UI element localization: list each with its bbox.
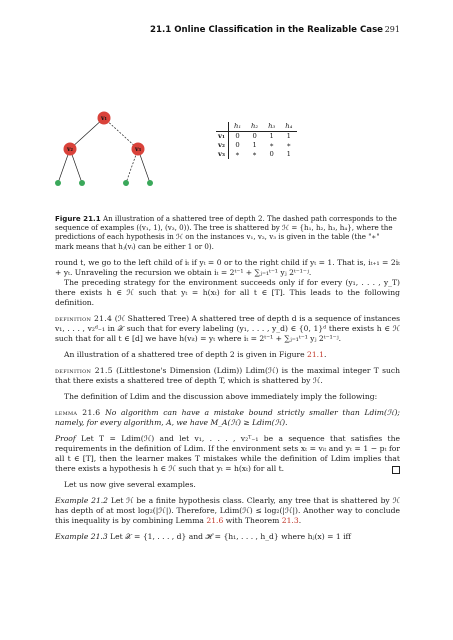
table-row-label: v₃: [216, 150, 228, 159]
table-cell: 0: [252, 132, 257, 141]
table-column-header: h₄: [280, 122, 297, 132]
lemma-reference-link[interactable]: 21.6: [206, 516, 224, 526]
figure-caption-label: Figure 21.1: [55, 214, 101, 223]
table-row-label: v₁: [216, 132, 228, 142]
table-column-header: h₃: [263, 122, 280, 132]
lemma-label: lemma 21.6: [55, 408, 101, 418]
theorem-reference-link[interactable]: 21.3: [281, 516, 299, 526]
body-text: [55, 258, 400, 542]
hypothesis-table: [216, 122, 297, 159]
example-label: Example 21.3: [55, 532, 108, 542]
example-label: Example 21.2: [55, 496, 109, 506]
tree-leaf-1: [55, 180, 61, 186]
tree-node-label-v1: v₁: [100, 115, 108, 123]
paragraph-text: .: [323, 350, 327, 360]
paragraph: round t, we go to the left child of iₜ if yₜ = 0 or to the right child if yₜ = 1. That is, iₜ₊₁ = 2iₜ + yₜ. Unraveling the recursion we obtain iₜ = 2ᵗ⁻¹ + ∑ⱼ₌₁ᵗ⁻¹ yⱼ 2ᵗ⁻¹⁻ʲ.: [55, 258, 400, 278]
table-cell: 0: [235, 132, 240, 141]
table-cell: 1: [252, 141, 257, 150]
example-text: Let 𝒳 = {1, . . . , d} and ℋ = {h₁, . . . , h_d} where hⱼ(x) = 1 iff: [110, 532, 351, 542]
table-corner: [216, 122, 228, 132]
table-column-header: h₂: [246, 122, 263, 132]
example-text: with Theorem: [223, 516, 282, 526]
definition-label: definition 21.5: [55, 366, 113, 376]
table-row: [216, 141, 297, 150]
definition-title: (ℋ Shattered Tree): [114, 314, 190, 324]
figure-caption-text: An illustration of a shattered tree of depth 2. The dashed path corresponds to the sequence of examples ((v₁, 1), (v₃, 0)). The tree is shattered by ℋ = {h₁, h₂, h₃, h₄}, where the predictions of each hypothesis in ℋ on the instances v₁, v₂, v₃ is given in the table (the "∗" mark means that hⱼ(vᵢ) can be either 1 or 0).: [55, 214, 397, 251]
table-row: [216, 132, 297, 142]
table-cell: ∗: [252, 150, 257, 159]
definition-text: Ldim(ℋ) is the maximal integer T such that there exists a shattered tree of depth T, which is shattered by ℋ.: [55, 366, 400, 386]
paragraph: Let us now give several examples.: [64, 480, 196, 490]
tree-edge-v1-v3: [104, 118, 138, 149]
paragraph: The preceding strategy for the environment succeeds only if for every (y₁, . . . , y_T) there exists h ∈ ℋ such that yₜ = h(xₜ) for all t ∈ [T]. This leads to the following definition.: [55, 278, 400, 308]
table-cell: 1: [286, 150, 291, 159]
qed-icon: [392, 466, 400, 474]
page-number: 291: [384, 25, 400, 34]
proof-label: Proof: [55, 434, 76, 444]
example-text: .: [298, 516, 302, 526]
table-cell: ∗: [286, 141, 292, 150]
proof-text: Let T = Ldim(ℋ) and let v₁, . . . , v₂ᵀ₋₁ be a sequence that satisfies the requirements in the definition of Ldim. If the environment sets xₜ = vᵢₜ and yₜ = 1 − pₜ for all t ∈ [T], then the learner makes T mistakes while the definition of Ldim implies that there exists a hypothesis h ∈ ℋ such that yₜ = h(xₜ) for all t.: [55, 434, 400, 474]
table-row: [216, 150, 297, 159]
definition-label: definition 21.4: [55, 314, 113, 324]
paragraph-text: An illustration of a shattered tree of depth 2 is given in Figure: [64, 350, 308, 360]
table-cell: ∗: [235, 150, 240, 159]
tree-leaf-3: [123, 180, 129, 186]
definition-21-4: [55, 314, 400, 344]
tree-leaf-2: [79, 180, 85, 186]
definition-title: (Littlestone's Dimension (Ldim)): [116, 366, 243, 376]
running-header: 21.1 Online Classification in the Realizable Case: [150, 25, 384, 35]
tree-edge-v1-v2: [70, 118, 104, 149]
figure-reference-link[interactable]: 21.1: [307, 350, 324, 360]
paragraph: The definition of Ldim and the discussion above immediately imply the following:: [64, 392, 378, 402]
example-21-3: [55, 532, 400, 542]
table-cell: 0: [235, 141, 240, 150]
table-cell: 1: [286, 132, 291, 141]
proof: [55, 434, 400, 474]
table-cell: 0: [269, 150, 274, 159]
tree-node-label-v2: v₂: [66, 146, 74, 154]
lemma-21-6: [55, 408, 400, 428]
tree-leaf-4: [147, 180, 153, 186]
lemma-text: No algorithm can have a mistake bound strictly smaller than Ldim(ℋ); namely, for every algorithm, A, we have M_A(ℋ) ≥ Ldim(ℋ).: [55, 408, 400, 428]
definition-text: A shattered tree of depth d is a sequence of instances v₁, . . . , v₂ᵈ₋₁ in 𝒳 such that for every labeling (y₁, . . . , y_d) ∈ {0, 1}ᵈ there exists h ∈ ℋ such that for all t ∈ [d] we have h(vᵢₜ) = yₜ where iₜ = 2ᵗ⁻¹ + ∑ⱼ₌₁ᵗ⁻¹ yⱼ 2ᵗ⁻¹⁻ʲ.: [55, 314, 400, 344]
example-21-2: [55, 496, 400, 526]
table-row-label: v₂: [216, 141, 228, 150]
figure-caption: [55, 214, 400, 251]
table-cell: 1: [269, 132, 274, 141]
table-cell: ∗: [269, 141, 275, 150]
example-text: Let ℋ be a finite hypothesis class. Clearly, any tree that is shattered by ℋ has depth of at most log₂(|ℋ|). Therefore, Ldim(ℋ) ≤ log₂(|ℋ|). Another way to conclude this inequality is by combining Lemma: [55, 496, 400, 526]
definition-21-5: [55, 366, 400, 386]
table-column-header: h₁: [228, 122, 246, 132]
tree-node-label-v3: v₃: [134, 146, 142, 154]
paragraph: [55, 350, 400, 360]
